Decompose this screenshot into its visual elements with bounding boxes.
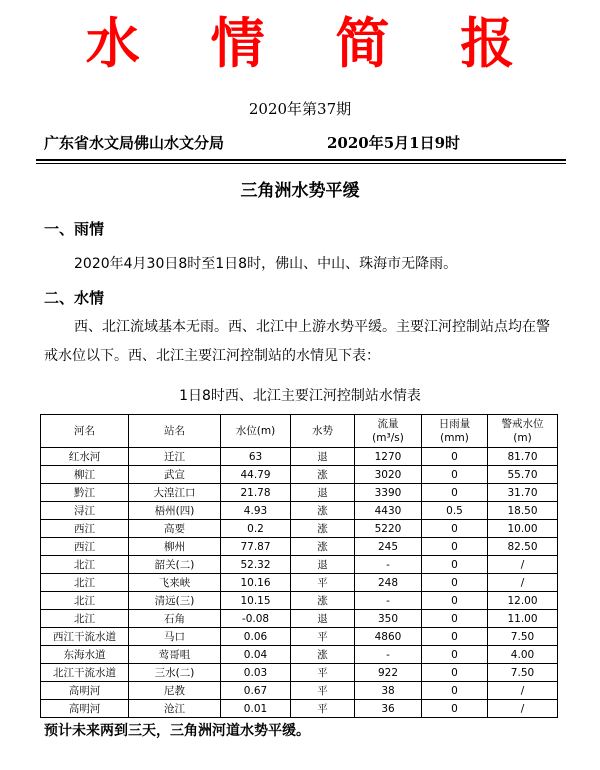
col-rain-unit: (mm) <box>440 432 469 444</box>
col-warning <box>488 415 558 448</box>
cell-station: 马口 <box>129 628 221 646</box>
cell-river: 西江 <box>41 520 129 538</box>
cell-warning: 12.00 <box>488 592 558 610</box>
cell-warning: 55.70 <box>488 466 558 484</box>
cell-trend: 退 <box>291 448 355 466</box>
cell-warning: / <box>488 700 558 718</box>
section-heading-water: 二、水情 <box>44 289 105 307</box>
cell-station: 石角 <box>129 610 221 628</box>
table-row <box>41 646 558 664</box>
section-text-water: 西、北江流域基本无雨。西、北江中上游水势平缓。主要江河控制站点均在警戒水位以下。西、北江主要江河控制站的水情见下表： <box>44 319 550 364</box>
cell-warning: / <box>488 682 558 700</box>
report-title: 水 情 简 报 <box>85 11 541 75</box>
cell-river: 高明河 <box>41 700 129 718</box>
cell-trend: 平 <box>291 664 355 682</box>
water-table <box>40 414 558 718</box>
cell-flow: 36 <box>355 700 422 718</box>
cell-station: 梧州(四) <box>129 502 221 520</box>
section-heading-rain: 一、雨情 <box>44 220 105 238</box>
cell-station: 尼教 <box>129 682 221 700</box>
cell-flow: 3390 <box>355 484 422 502</box>
cell-rain: 0 <box>422 556 488 574</box>
col-flow-label: 流量 <box>377 418 399 430</box>
cell-warning: 82.50 <box>488 538 558 556</box>
table-body <box>41 448 558 718</box>
cell-flow: 4430 <box>355 502 422 520</box>
cell-river: 西江干流水道 <box>41 628 129 646</box>
cell-level: 77.87 <box>221 538 291 556</box>
cell-level: 0.06 <box>221 628 291 646</box>
cell-trend: 退 <box>291 556 355 574</box>
table-row <box>41 610 558 628</box>
cell-trend: 涨 <box>291 520 355 538</box>
cell-trend: 退 <box>291 484 355 502</box>
cell-rain: 0 <box>422 520 488 538</box>
table-row <box>41 682 558 700</box>
cell-rain: 0 <box>422 664 488 682</box>
cell-flow: 248 <box>355 574 422 592</box>
col-flow <box>355 415 422 448</box>
col-station: 站名 <box>129 415 221 448</box>
cell-level: 52.32 <box>221 556 291 574</box>
cell-rain: 0 <box>422 610 488 628</box>
col-warning-label: 警戒水位 <box>501 418 544 430</box>
cell-station: 清远(三) <box>129 592 221 610</box>
cell-station: 沧江 <box>129 700 221 718</box>
cell-station: 飞来峡 <box>129 574 221 592</box>
cell-trend: 涨 <box>291 466 355 484</box>
headline: 三角洲水势平缓 <box>240 181 360 201</box>
table-row <box>41 484 558 502</box>
forecast-note: 预计未来两到三天，三角洲河道水势平缓。 <box>44 723 310 739</box>
cell-warning: / <box>488 556 558 574</box>
cell-flow: - <box>355 556 422 574</box>
cell-station: 武宣 <box>129 466 221 484</box>
cell-station: 迁江 <box>129 448 221 466</box>
table-row <box>41 466 558 484</box>
cell-rain: 0 <box>422 592 488 610</box>
cell-flow: 245 <box>355 538 422 556</box>
cell-trend: 平 <box>291 574 355 592</box>
cell-river: 北江 <box>41 574 129 592</box>
cell-level: 4.93 <box>221 502 291 520</box>
cell-rain: 0 <box>422 628 488 646</box>
cell-trend: 平 <box>291 700 355 718</box>
cell-level: 0.67 <box>221 682 291 700</box>
col-rain-label: 日雨量 <box>438 418 471 430</box>
issue-date: 2020年5月1日9时 <box>327 134 461 152</box>
cell-level: 0.04 <box>221 646 291 664</box>
cell-flow: 922 <box>355 664 422 682</box>
cell-flow: 1270 <box>355 448 422 466</box>
table-row <box>41 592 558 610</box>
cell-rain: 0 <box>422 646 488 664</box>
cell-river: 西江 <box>41 538 129 556</box>
table-row <box>41 700 558 718</box>
cell-river: 浔江 <box>41 502 129 520</box>
table-row <box>41 628 558 646</box>
cell-warning: 7.50 <box>488 664 558 682</box>
section-text-rain: 2020年4月30日8时至1日8时，佛山、中山、珠海市无降雨。 <box>74 256 458 272</box>
cell-level: 0.2 <box>221 520 291 538</box>
table-caption: 1日8时西、北江主要江河控制站水情表 <box>179 388 421 404</box>
col-warning-unit: (m) <box>513 432 532 444</box>
issuer: 广东省水文局佛山水文分局 <box>44 134 225 152</box>
cell-rain: 0 <box>422 484 488 502</box>
cell-warning: 81.70 <box>488 448 558 466</box>
cell-flow: 4860 <box>355 628 422 646</box>
cell-station: 莺哥咀 <box>129 646 221 664</box>
table-row <box>41 538 558 556</box>
cell-river: 高明河 <box>41 682 129 700</box>
cell-station: 柳州 <box>129 538 221 556</box>
cell-station: 三水(二) <box>129 664 221 682</box>
cell-trend: 涨 <box>291 538 355 556</box>
cell-river: 北江 <box>41 592 129 610</box>
col-river: 河名 <box>41 415 129 448</box>
cell-warning: 31.70 <box>488 484 558 502</box>
table-row <box>41 574 558 592</box>
cell-rain: 0 <box>422 466 488 484</box>
cell-river: 柳江 <box>41 466 129 484</box>
cell-trend: 涨 <box>291 592 355 610</box>
divider-thick <box>36 159 566 161</box>
cell-level: -0.08 <box>221 610 291 628</box>
cell-trend: 平 <box>291 628 355 646</box>
cell-rain: 0 <box>422 700 488 718</box>
cell-flow: 5220 <box>355 520 422 538</box>
table-row <box>41 556 558 574</box>
cell-level: 10.15 <box>221 592 291 610</box>
cell-flow: 350 <box>355 610 422 628</box>
cell-warning: / <box>488 574 558 592</box>
cell-trend: 涨 <box>291 646 355 664</box>
divider-thin <box>36 163 566 164</box>
cell-trend: 退 <box>291 610 355 628</box>
cell-trend: 平 <box>291 682 355 700</box>
cell-flow: 3020 <box>355 466 422 484</box>
cell-rain: 0 <box>422 682 488 700</box>
cell-station: 韶关(二) <box>129 556 221 574</box>
cell-trend: 涨 <box>291 502 355 520</box>
table-row <box>41 664 558 682</box>
cell-flow: 38 <box>355 682 422 700</box>
cell-river: 红水河 <box>41 448 129 466</box>
cell-warning: 7.50 <box>488 628 558 646</box>
cell-rain: 0 <box>422 448 488 466</box>
col-flow-unit: (m³/s) <box>372 432 404 444</box>
cell-flow: - <box>355 592 422 610</box>
table-row <box>41 520 558 538</box>
cell-river: 东海水道 <box>41 646 129 664</box>
issue-number: 2020年第37期 <box>248 100 352 118</box>
cell-level: 10.16 <box>221 574 291 592</box>
cell-rain: 0 <box>422 538 488 556</box>
cell-warning: 4.00 <box>488 646 558 664</box>
table-header-row <box>41 415 558 448</box>
col-rain <box>422 415 488 448</box>
cell-level: 0.01 <box>221 700 291 718</box>
cell-river: 北江干流水道 <box>41 664 129 682</box>
cell-level: 63 <box>221 448 291 466</box>
cell-flow: - <box>355 646 422 664</box>
cell-river: 黔江 <box>41 484 129 502</box>
cell-river: 北江 <box>41 556 129 574</box>
col-level: 水位(m) <box>221 415 291 448</box>
cell-warning: 10.00 <box>488 520 558 538</box>
cell-river: 北江 <box>41 610 129 628</box>
col-trend: 水势 <box>291 415 355 448</box>
cell-level: 21.78 <box>221 484 291 502</box>
cell-level: 0.03 <box>221 664 291 682</box>
table-row <box>41 448 558 466</box>
cell-level: 44.79 <box>221 466 291 484</box>
table-row <box>41 502 558 520</box>
cell-station: 大湟江口 <box>129 484 221 502</box>
cell-warning: 11.00 <box>488 610 558 628</box>
cell-warning: 18.50 <box>488 502 558 520</box>
cell-station: 高要 <box>129 520 221 538</box>
cell-rain: 0 <box>422 574 488 592</box>
cell-rain: 0.5 <box>422 502 488 520</box>
